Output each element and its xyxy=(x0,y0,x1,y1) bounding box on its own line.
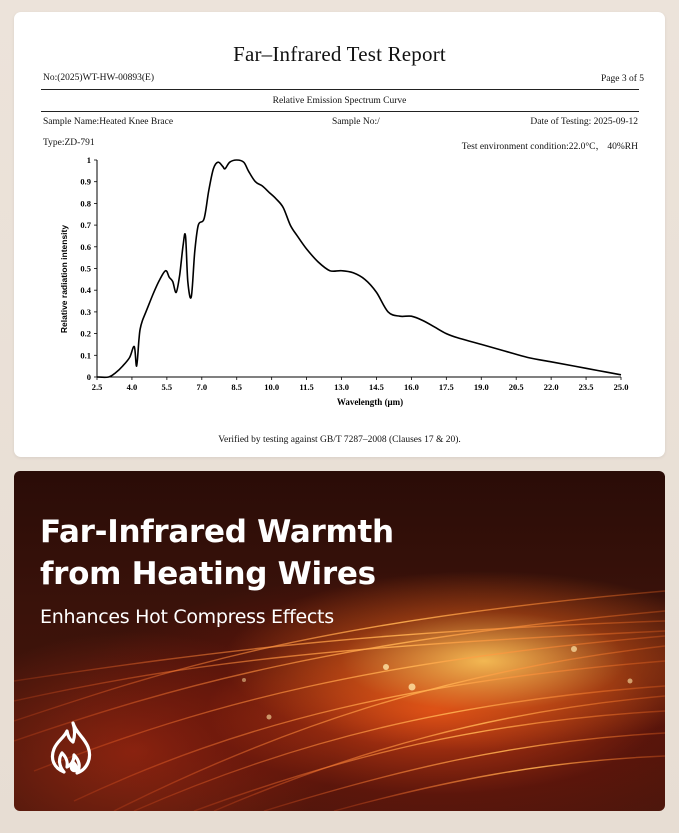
banner-subheadline: Enhances Hot Compress Effects xyxy=(40,606,334,628)
y-tick-label: 0.7 xyxy=(80,220,91,231)
verification-note: Verified by testing against GB/T 7287–2008 (Clauses 17 & 20). xyxy=(218,435,461,445)
x-tick-label: 5.5 xyxy=(161,382,173,392)
banner-headline xyxy=(40,511,394,595)
y-tick-label: 0.2 xyxy=(80,328,91,339)
y-tick-label: 0.8 xyxy=(80,198,91,209)
x-tick-label: 2.5 xyxy=(91,382,103,392)
y-tick-label: 0.3 xyxy=(80,306,91,317)
x-tick-label: 4.0 xyxy=(126,382,138,392)
feature-banner xyxy=(14,471,665,811)
report-number: No:(2025)WT-HW-00893(E) xyxy=(43,73,154,83)
section-title: Relative Emission Spectrum Curve xyxy=(272,96,407,106)
x-tick-label: 19.0 xyxy=(473,382,489,392)
sample-type: Type:ZD-791 xyxy=(43,138,95,148)
y-axis-label: Relative radiation intensity xyxy=(59,224,69,334)
x-tick-label: 11.5 xyxy=(299,382,314,392)
x-tick-label: 23.5 xyxy=(578,382,594,392)
y-tick-label: 0.6 xyxy=(80,241,91,252)
y-tick-label: 0 xyxy=(86,372,91,382)
test-environment: Test environment condition:22.0°C， 40%RH xyxy=(461,142,638,152)
y-tick-label: 0.9 xyxy=(80,176,91,187)
x-tick-label: 17.5 xyxy=(438,382,454,392)
y-tick-label: 0.4 xyxy=(80,285,91,296)
x-tick-label: 8.5 xyxy=(231,382,243,392)
sample-number: Sample No:/ xyxy=(332,117,380,127)
x-tick-label: 10.0 xyxy=(264,382,280,392)
y-tick-label: 0.5 xyxy=(80,263,91,274)
x-tick-label: 16.0 xyxy=(403,382,419,392)
y-tick-label: 0.1 xyxy=(80,350,91,361)
y-tick-label: 1 xyxy=(86,155,91,165)
report-title: Far–Infrared Test Report xyxy=(233,42,446,66)
test-report-card xyxy=(14,12,665,457)
flame-icon xyxy=(50,721,96,775)
sample-name: Sample Name:Heated Knee Brace xyxy=(43,117,174,127)
x-tick-label: 22.0 xyxy=(543,382,559,392)
x-tick-label: 7.0 xyxy=(196,382,208,392)
x-axis-label: Wavelength (μm) xyxy=(336,397,404,407)
headline-line-1: Far-Infrared Warmth xyxy=(40,514,394,550)
x-tick-label: 20.5 xyxy=(508,382,524,392)
spectrum-chart xyxy=(14,12,665,457)
x-tick-label: 14.5 xyxy=(369,382,384,392)
x-tick-label: 25.0 xyxy=(613,382,629,392)
x-tick-label: 13.0 xyxy=(334,382,349,392)
page-indicator: Page 3 of 5 xyxy=(600,74,644,84)
emission-spectrum-line xyxy=(97,160,621,377)
test-date: Date of Testing: 2025-09-12 xyxy=(530,117,638,127)
headline-line-2: from Heating Wires xyxy=(40,556,376,592)
